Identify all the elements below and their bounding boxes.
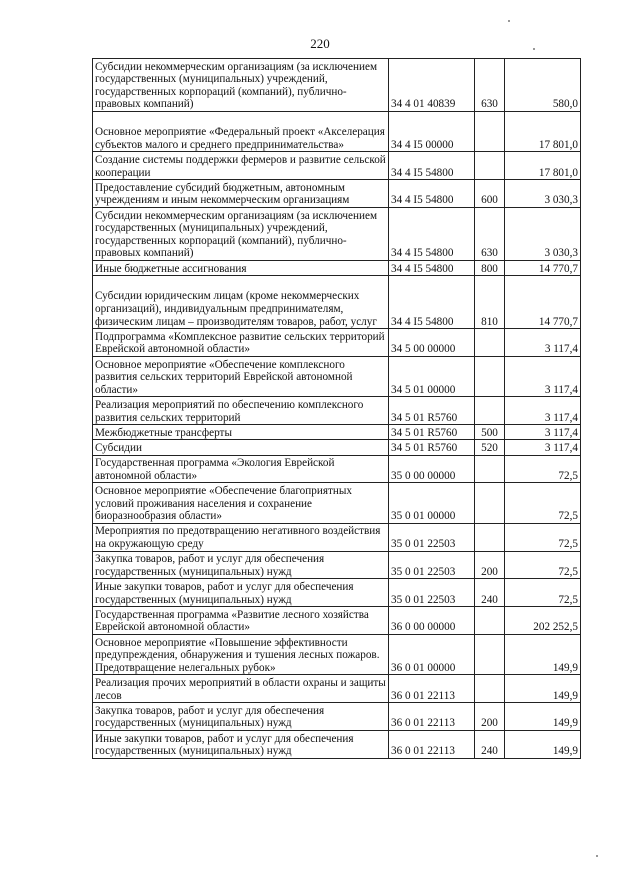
target-code-cell: 35 0 01 22503	[389, 551, 475, 579]
item-name-cell: Иные закупки товаров, работ и услуг для обеспечения государственных (муниципальных) нужд	[93, 579, 389, 607]
target-code-cell: 36 0 01 22113	[389, 675, 475, 703]
expense-type-cell: 520	[475, 440, 505, 455]
expense-type-cell	[475, 152, 505, 180]
table-row	[93, 260, 581, 275]
expense-type-cell	[475, 523, 505, 551]
table-row	[93, 425, 581, 440]
expense-type-cell: 600	[475, 180, 505, 208]
target-code-cell: 35 0 00 00000	[389, 455, 475, 483]
budget-table-body	[93, 59, 581, 759]
table-row	[93, 551, 581, 579]
table-row	[93, 356, 581, 396]
amount-cell: 14 770,7	[505, 276, 581, 329]
amount-cell: 72,5	[505, 579, 581, 607]
item-name-cell: Создание системы поддержки фермеров и развитие сельской кооперации	[93, 152, 389, 180]
amount-cell: 72,5	[505, 483, 581, 523]
expense-type-cell	[475, 675, 505, 703]
table-row	[93, 703, 581, 731]
target-code-cell: 34 4 I5 54800	[389, 276, 475, 329]
amount-cell: 149,9	[505, 675, 581, 703]
expense-type-cell: 200	[475, 551, 505, 579]
table-row	[93, 207, 581, 260]
item-name-cell: Закупка товаров, работ и услуг для обеспечения государственных (муниципальных) нужд	[93, 551, 389, 579]
scan-speck	[596, 855, 598, 857]
expense-type-cell: 240	[475, 730, 505, 758]
item-name-cell: Основное мероприятие «Федеральный проект «Акселерация субъектов малого и среднего предпринимательства»	[93, 112, 389, 152]
item-name-cell: Основное мероприятие «Повышение эффективности предупреждения, обнаружения и тушения лесных пожаров. Предотвращение нелегальных рубок»	[93, 634, 389, 674]
expense-type-cell	[475, 607, 505, 635]
amount-cell: 3 030,3	[505, 180, 581, 208]
amount-cell: 3 117,4	[505, 425, 581, 440]
amount-cell: 149,9	[505, 703, 581, 731]
item-name-cell: Иные закупки товаров, работ и услуг для обеспечения государственных (муниципальных) нужд	[93, 730, 389, 758]
table-row	[93, 607, 581, 635]
target-code-cell: 34 4 I5 54800	[389, 180, 475, 208]
amount-cell: 149,9	[505, 730, 581, 758]
target-code-cell: 34 4 I5 54800	[389, 152, 475, 180]
expense-type-cell	[475, 455, 505, 483]
item-name-cell: Иные бюджетные ассигнования	[93, 260, 389, 275]
expense-type-cell	[475, 483, 505, 523]
expense-type-cell	[475, 634, 505, 674]
item-name-cell: Закупка товаров, работ и услуг для обеспечения государственных (муниципальных) нужд	[93, 703, 389, 731]
target-code-cell: 35 0 01 00000	[389, 483, 475, 523]
expense-type-cell: 630	[475, 59, 505, 112]
table-row	[93, 59, 581, 112]
target-code-cell: 35 0 01 22503	[389, 523, 475, 551]
table-row	[93, 523, 581, 551]
scan-speck	[508, 20, 510, 22]
table-row	[93, 634, 581, 674]
expense-type-cell	[475, 356, 505, 396]
expense-type-cell: 800	[475, 260, 505, 275]
amount-cell: 17 801,0	[505, 112, 581, 152]
table-row	[93, 675, 581, 703]
table-row	[93, 579, 581, 607]
target-code-cell: 36 0 01 22113	[389, 730, 475, 758]
target-code-cell: 34 5 00 00000	[389, 329, 475, 357]
table-row	[93, 455, 581, 483]
amount-cell: 3 117,4	[505, 329, 581, 357]
amount-cell: 17 801,0	[505, 152, 581, 180]
target-code-cell: 34 4 01 40839	[389, 59, 475, 112]
table-row	[93, 440, 581, 455]
table-row	[93, 483, 581, 523]
item-name-cell: Реализация прочих мероприятий в области охраны и защиты лесов	[93, 675, 389, 703]
target-code-cell: 36 0 00 00000	[389, 607, 475, 635]
target-code-cell: 34 4 I5 54800	[389, 207, 475, 260]
expense-type-cell: 240	[475, 579, 505, 607]
amount-cell: 580,0	[505, 59, 581, 112]
target-code-cell: 34 5 01 00000	[389, 356, 475, 396]
amount-cell: 3 117,4	[505, 397, 581, 425]
item-name-cell: Основное мероприятие «Обеспечение комплексного развития сельских территорий Еврейской автономной области»	[93, 356, 389, 396]
target-code-cell: 35 0 01 22503	[389, 579, 475, 607]
table-row	[93, 329, 581, 357]
item-name-cell: Субсидии	[93, 440, 389, 455]
target-code-cell: 34 4 I5 00000	[389, 112, 475, 152]
table-row	[93, 112, 581, 152]
expense-type-cell: 810	[475, 276, 505, 329]
item-name-cell: Основное мероприятие «Обеспечение благоприятных условий проживания населения и сохранение биоразнообразия области»	[93, 483, 389, 523]
amount-cell: 3 117,4	[505, 440, 581, 455]
item-name-cell: Государственная программа «Развитие лесного хозяйства Еврейской автономной области»	[93, 607, 389, 635]
item-name-cell: Субсидии некоммерческим организациям (за исключением государственных (муниципальных) учреждений, государственных корпораций (компаний), публично-правовых компаний)	[93, 207, 389, 260]
expense-type-cell: 200	[475, 703, 505, 731]
amount-cell: 3 030,3	[505, 207, 581, 260]
expense-type-cell	[475, 112, 505, 152]
target-code-cell: 34 4 I5 54800	[389, 260, 475, 275]
page-number: 220	[310, 36, 330, 51]
amount-cell: 72,5	[505, 523, 581, 551]
amount-cell: 202 252,5	[505, 607, 581, 635]
budget-table	[92, 58, 581, 759]
table-row	[93, 152, 581, 180]
amount-cell: 72,5	[505, 455, 581, 483]
item-name-cell: Субсидии юридическим лицам (кроме некоммерческих организаций), индивидуальным предпринимателям, физическим лицам – производителям товаров, работ, услуг	[93, 276, 389, 329]
table-row	[93, 730, 581, 758]
table-row	[93, 180, 581, 208]
target-code-cell: 34 5 01 R5760	[389, 440, 475, 455]
expense-type-cell	[475, 397, 505, 425]
expense-type-cell: 500	[475, 425, 505, 440]
target-code-cell: 36 0 01 22113	[389, 703, 475, 731]
target-code-cell: 34 5 01 R5760	[389, 425, 475, 440]
item-name-cell: Предоставление субсидий бюджетным, автономным учреждениям и иным некоммерческим организациям	[93, 180, 389, 208]
item-name-cell: Подпрограмма «Комплексное развитие сельских территорий Еврейской автономной области»	[93, 329, 389, 357]
item-name-cell: Мероприятия по предотвращению негативного воздействия на окружающую среду	[93, 523, 389, 551]
target-code-cell: 34 5 01 R5760	[389, 397, 475, 425]
amount-cell: 14 770,7	[505, 260, 581, 275]
target-code-cell: 36 0 01 00000	[389, 634, 475, 674]
amount-cell: 149,9	[505, 634, 581, 674]
expense-type-cell	[475, 329, 505, 357]
item-name-cell: Межбюджетные трансферты	[93, 425, 389, 440]
amount-cell: 3 117,4	[505, 356, 581, 396]
item-name-cell: Реализация мероприятий по обеспечению комплексного развития сельских территорий	[93, 397, 389, 425]
table-row	[93, 276, 581, 329]
amount-cell: 72,5	[505, 551, 581, 579]
expense-type-cell: 630	[475, 207, 505, 260]
scan-speck	[533, 48, 535, 50]
table-row	[93, 397, 581, 425]
item-name-cell: Субсидии некоммерческим организациям (за исключением государственных (муниципальных) учреждений, государственных корпораций (компаний), публично-правовых компаний)	[93, 59, 389, 112]
item-name-cell: Государственная программа «Экология Еврейской автономной области»	[93, 455, 389, 483]
